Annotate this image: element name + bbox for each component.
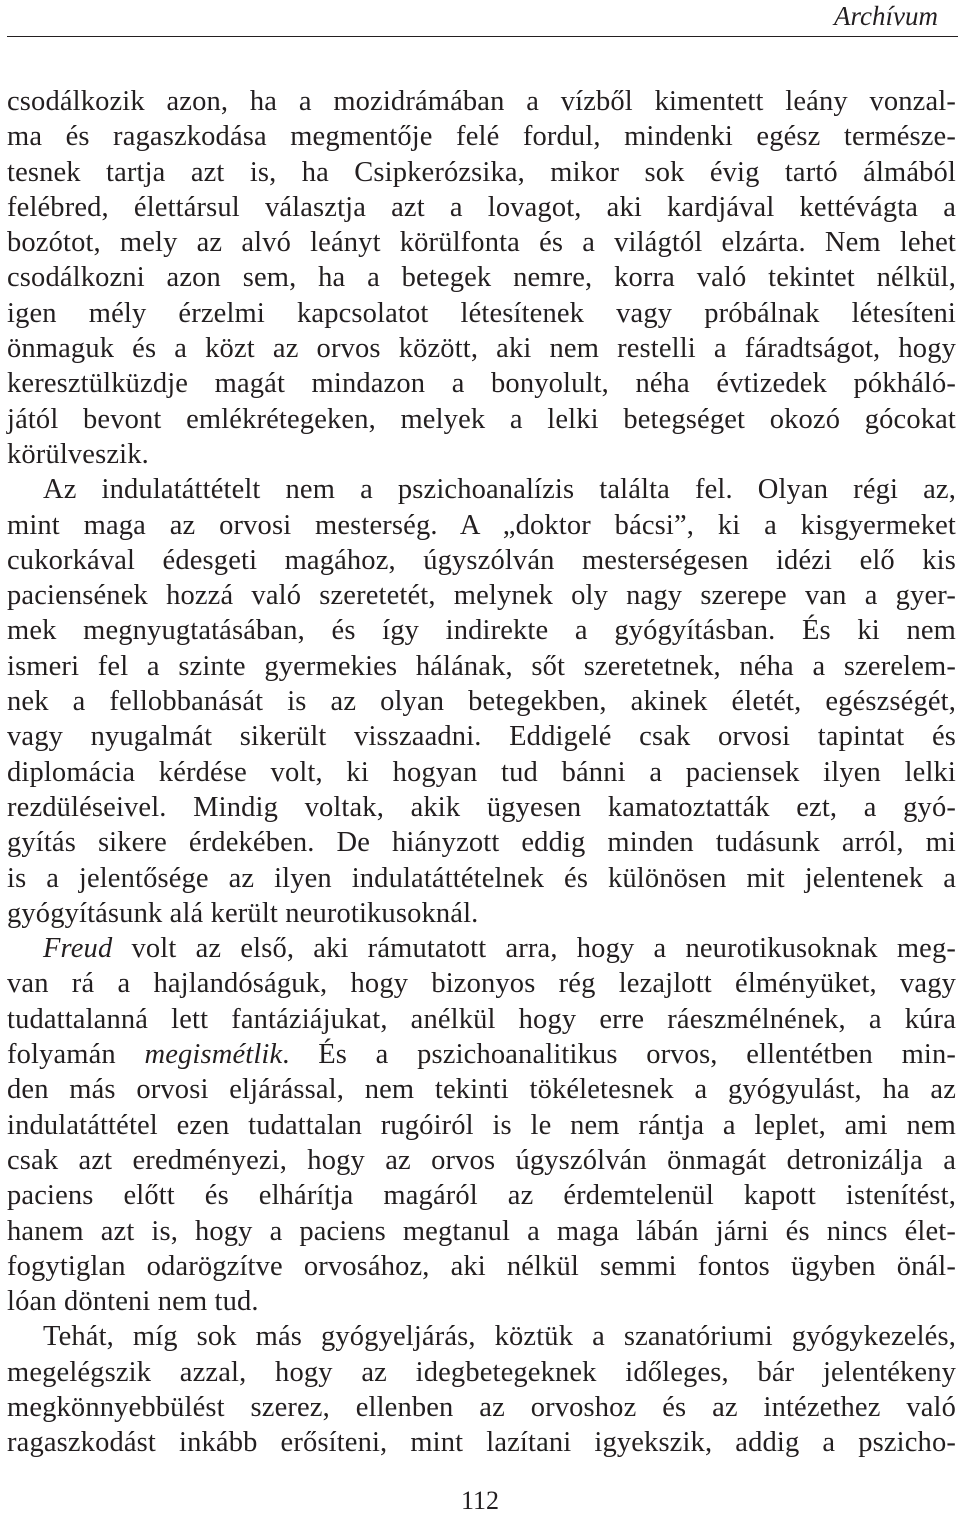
text-line: ismeri fel a szinte gyermekies hálának, sőt szeretetnek, néha a szerelem- xyxy=(7,650,956,682)
text-line: ma és ragaszkodása megmentője felé fordul, mindenki egész természe- xyxy=(7,121,956,153)
text-line: den más orvosi eljárással, nem tekinti tökéletesnek a gyógyulást, ha az xyxy=(7,1074,956,1106)
text-line: indulatáttétel ezen tudattalan rugóiról is le nem rántja a leplet, ami nem xyxy=(7,1109,956,1141)
text-line: megkönnyebbülést szerez, ellenben az orvoshoz és az intézethez való xyxy=(7,1391,956,1423)
paragraph-start-line: Tehát, míg sok más gyógyeljárás, köztük a szanatóriumi gyógykezelés, xyxy=(43,1321,956,1353)
text-line: csak azt eredményezi, hogy az orvos úgyszólván önmagát detronizálja a xyxy=(7,1144,956,1176)
paragraph-start-line: Az indulatáttételt nem a pszichoanalízis találta fel. Olyan régi az, xyxy=(43,474,956,506)
line-text: . És a pszichoanalitikus orvos, ellentétben min- xyxy=(282,1039,956,1071)
paragraph-start-line xyxy=(7,931,956,966)
text-line: ragaszkodást inkább erősíteni, mint lazítani igyekszik, addig a pszicho- xyxy=(7,1427,956,1459)
text-line: tudattalanná lett fantáziájukat, anélkül hogy erre ráeszmélnének, a kúra xyxy=(7,1003,956,1035)
text-line xyxy=(7,1037,956,1072)
line-text: volt az első, aki rámutatott arra, hogy a neurotikusoknak meg- xyxy=(112,933,956,965)
line-text: folyamán xyxy=(7,1039,145,1071)
text-line: vagy nyugalmát sikerült visszaadni. Eddigelé csak orvosi tapintat és xyxy=(7,721,956,753)
text-line: mek megnyugtatásában, és így indirekte a gyógyításban. És ki nem xyxy=(7,615,956,647)
page-number: 112 xyxy=(460,1486,500,1515)
text-line: megelégszik azzal, hogy az idegbetegeknek időleges, bár jelentékeny xyxy=(7,1356,956,1388)
text-line: felébred, élettársul választja azt a lovagot, aki kardjával kettévágta a xyxy=(7,191,956,223)
emphasis-megismetlik: megismétlik xyxy=(144,1039,283,1071)
text-line: van rá a hajlandóságuk, hogy bizonyos rég lezajlott élményüket, vagy xyxy=(7,968,956,1000)
paragraph-end-line: körülveszik. xyxy=(7,438,149,470)
text-line: fogytiglan odarögzítve orvosához, aki nélkül semmi fontos ügyben önál- xyxy=(7,1250,956,1282)
text-line: nek a fellobbanását is az olyan betegekben, akinek életét, egészségét, xyxy=(7,686,956,718)
text-line: önmaguk és a közt az orvos között, aki nem restelli a fáradtságot, hogy xyxy=(7,333,956,365)
emphasis-freud: Freud xyxy=(43,933,113,965)
text-line: is a jelentősége az ilyen indulatáttételnek és különösen mit jelentenek a xyxy=(7,862,956,894)
paragraph-end-line: gyógyításunk alá került neurotikusoknál. xyxy=(7,897,479,929)
paragraph-end-line: lóan dönteni nem tud. xyxy=(7,1286,259,1318)
text-line: paciens előtt és elhárítja magáról az érdemtelenül kapott istenítést, xyxy=(7,1180,956,1212)
text-line: tesnek tartja azt is, ha Csipkerózsika, mikor sok évig tartó álmából xyxy=(7,156,956,188)
text-line: csodálkozni azon sem, ha a betegek nemre, korra való tekintet nélkül, xyxy=(7,262,956,294)
header-rule xyxy=(7,36,958,37)
text-line: gyítás sikere érdekében. De hiányzott eddig minden tudásunk arról, mi xyxy=(7,827,956,859)
text-line: keresztülküzdje magát mindazon a bonyolult, néha évtizedek pókháló- xyxy=(7,368,956,400)
text-line: bozótot, mely az alvó leányt körülfonta és a világtól elzárta. Nem lehet xyxy=(7,227,956,259)
text-line: mint maga az orvosi mesterség. A „doktor bácsi”, ki a kisgyermeket xyxy=(7,509,956,541)
text-line: igen mély érzelmi kapcsolatot létesítenek vagy próbálnak létesíteni xyxy=(7,297,956,329)
text-line: diplomácia kérdése volt, ki hogyan tud bánni a paciensek ilyen lelki xyxy=(7,756,956,788)
text-line: jától bevont emlékrétegeken, melyek a lelki betegséget okozó gócokat xyxy=(7,403,956,435)
text-line: paciensének hozzá való szeretetét, melynek oly nagy szerepe van a gyer- xyxy=(7,580,956,612)
body-text xyxy=(7,84,956,1461)
text-line: csodálkozik azon, ha a mozidrámában a vízből kimentett leány vonzal- xyxy=(7,86,956,117)
text-line: hanem azt is, hogy a paciens megtanul a maga lábán járni és nincs élet- xyxy=(7,1215,956,1247)
running-head: Archívum xyxy=(834,1,938,31)
text-line: cukorkával édesgeti magához, úgyszólván mesterségesen idézi elő kis xyxy=(7,544,956,576)
text-line: rezdüléseivel. Mindig voltak, akik ügyesen kamatoztatták ezt, a gyó- xyxy=(7,791,956,823)
